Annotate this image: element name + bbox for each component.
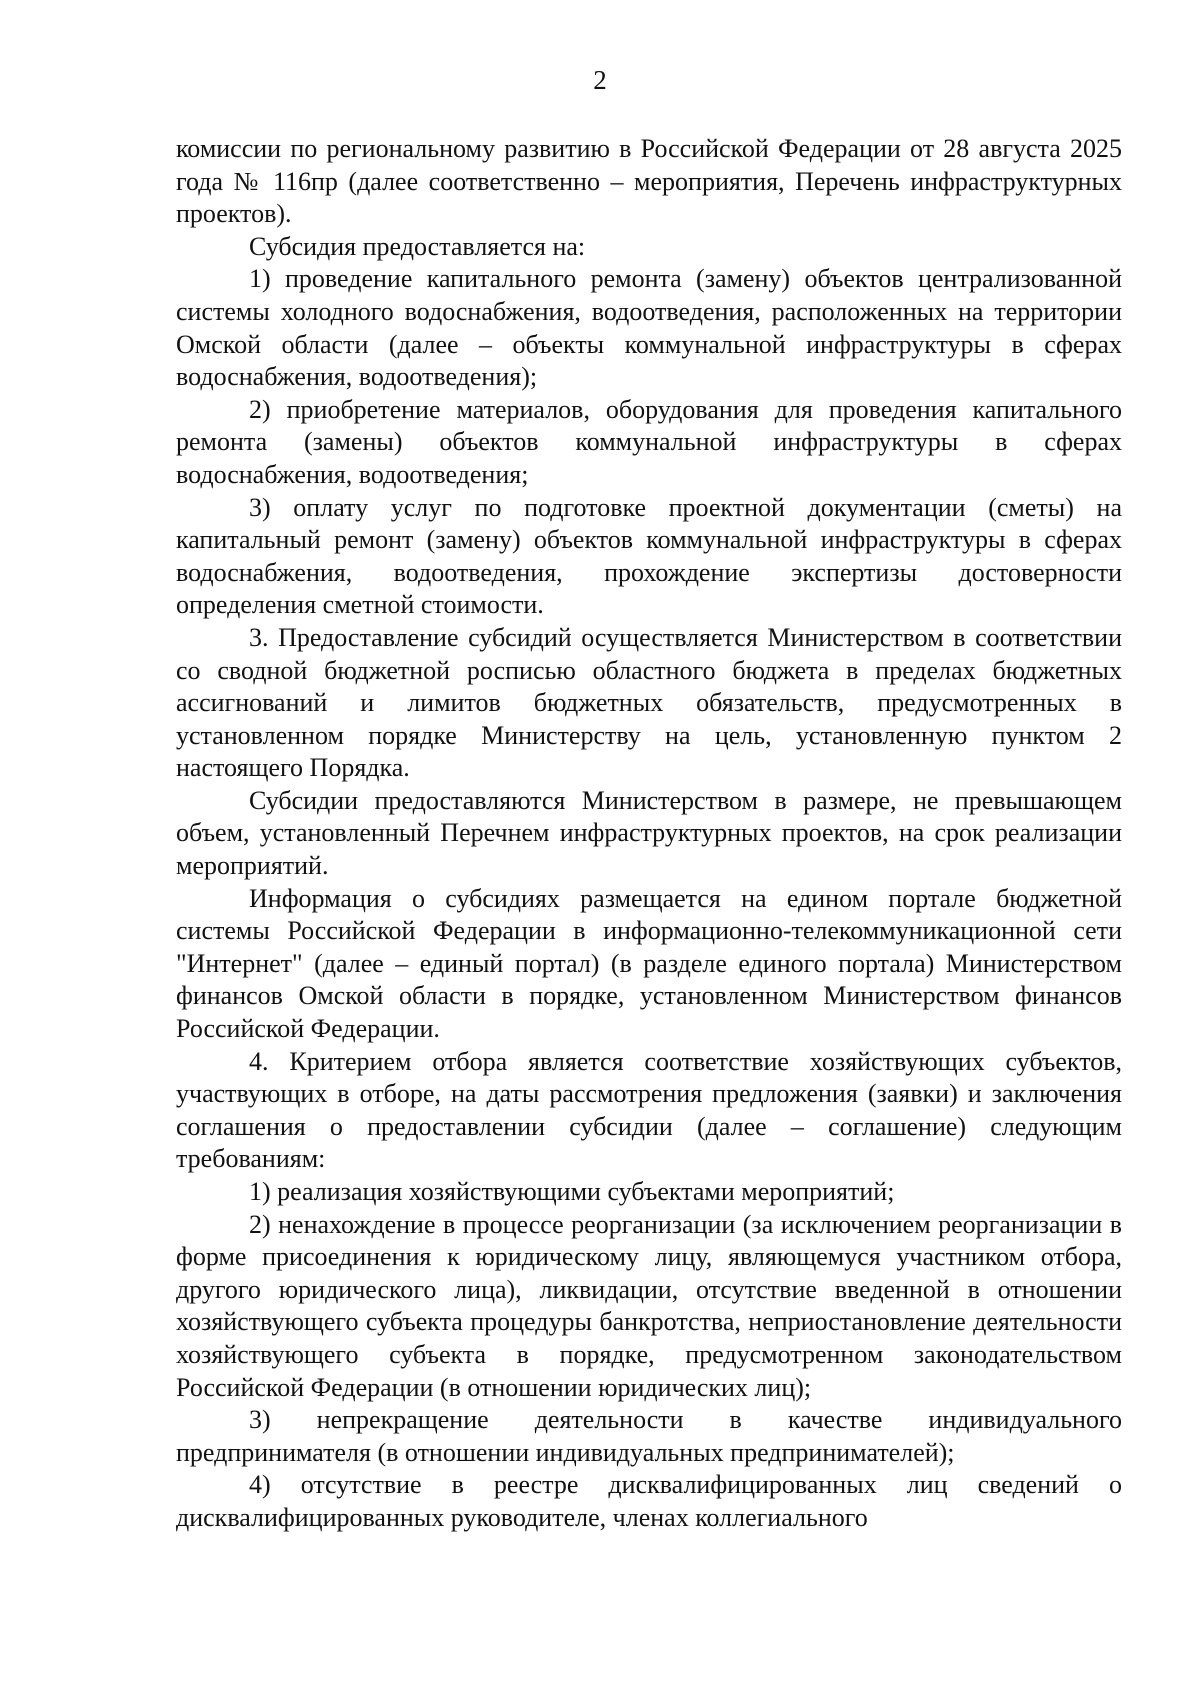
paragraph-criterion-4: 4) отсутствие в реестре дисквалифицированных лиц сведений о дисквалифицированных руководителе, членах коллегиального: [176, 1470, 1122, 1532]
paragraph-clause-4: 4. Критерием отбора является соответствие хозяйствующих субъектов, участвующих в отборе, на даты рассмотрения предложения (заявки) и заключения соглашения о предоставлении субсидии (далее – соглашение) следующим требованиям:: [176, 1046, 1122, 1174]
paragraph-clause-3: 3. Предоставление субсидий осуществляется Министерством в соответствии со сводной бюджетной росписью областного бюджета в пределах бюджетных ассигнований и лимитов бюджетных обязательств, предусмотренных в установленном порядке Министерству на цель, установленную пунктом 2 настоящего Порядка.: [176, 622, 1122, 783]
paragraph-item-2: 2) приобретение материалов, оборудования для проведения капитального ремонта (замены) объектов коммунальной инфраструктуры в сферах водоснабжения, водоотведения;: [176, 394, 1122, 489]
page-number: 2: [593, 65, 607, 95]
paragraph-portal-info: Информация о субсидиях размещается на едином портале бюджетной системы Российской Федерации в информационно-телекоммуникационной сети "Интернет" (далее – единый портал) (в разделе единого портала) Министерством финансов Омской области в порядке, установленном Министерством финансов Российской Федерации.: [176, 883, 1122, 1044]
paragraph-item-3: 3) оплату услуг по подготовке проектной документации (сметы) на капитальный ремонт (замену) объектов коммунальной инфраструктуры в сферах водоснабжения, водоотведения, прохождение экспертизы достоверности определения сметной стоимости.: [176, 492, 1122, 620]
paragraph-continuation: комиссии по региональному развитию в Российской Федерации от 28 августа 2025 года № 116пр (далее соответственно – мероприятия, Перечень инфраструктурных проектов).: [176, 134, 1122, 229]
document-body: [176, 133, 1122, 1535]
paragraph-criterion-2: 2) ненахождение в процессе реорганизации (за исключением реорганизации в форме присоединения к юридическому лицу, являющемуся участником отбора, другого юридического лица), ликвидации, отсутствие введенной в отношении хозяйствующего субъекта процедуры банкротства, неприостановление деятельности хозяйствующего субъекта в порядке, предусмотренном законодательством Российской Федерации (в отношении юридических лиц);: [176, 1209, 1122, 1402]
paragraph-subsidy-amount: Субсидии предоставляются Министерством в размере, не превышающем объем, установленный Перечнем инфраструктурных проектов, на срок реализации мероприятий.: [176, 785, 1122, 881]
paragraph-subsidy-intro: Субсидия предоставляется на:: [249, 231, 586, 261]
paragraph-criterion-1: 1) реализация хозяйствующими субъектами мероприятий;: [249, 1177, 895, 1206]
paragraph-criterion-3: 3) непрекращение деятельности в качестве индивидуального предпринимателя (в отношении индивидуальных предпринимателей);: [176, 1405, 1122, 1467]
paragraph-item-1: 1) проведение капитального ремонта (замену) объектов централизованной системы холодного водоснабжения, водоотведения, расположенных на территории Омской области (далее – объекты коммунальной инфраструктуры в сферах водоснабжения, водоотведения);: [176, 264, 1122, 392]
